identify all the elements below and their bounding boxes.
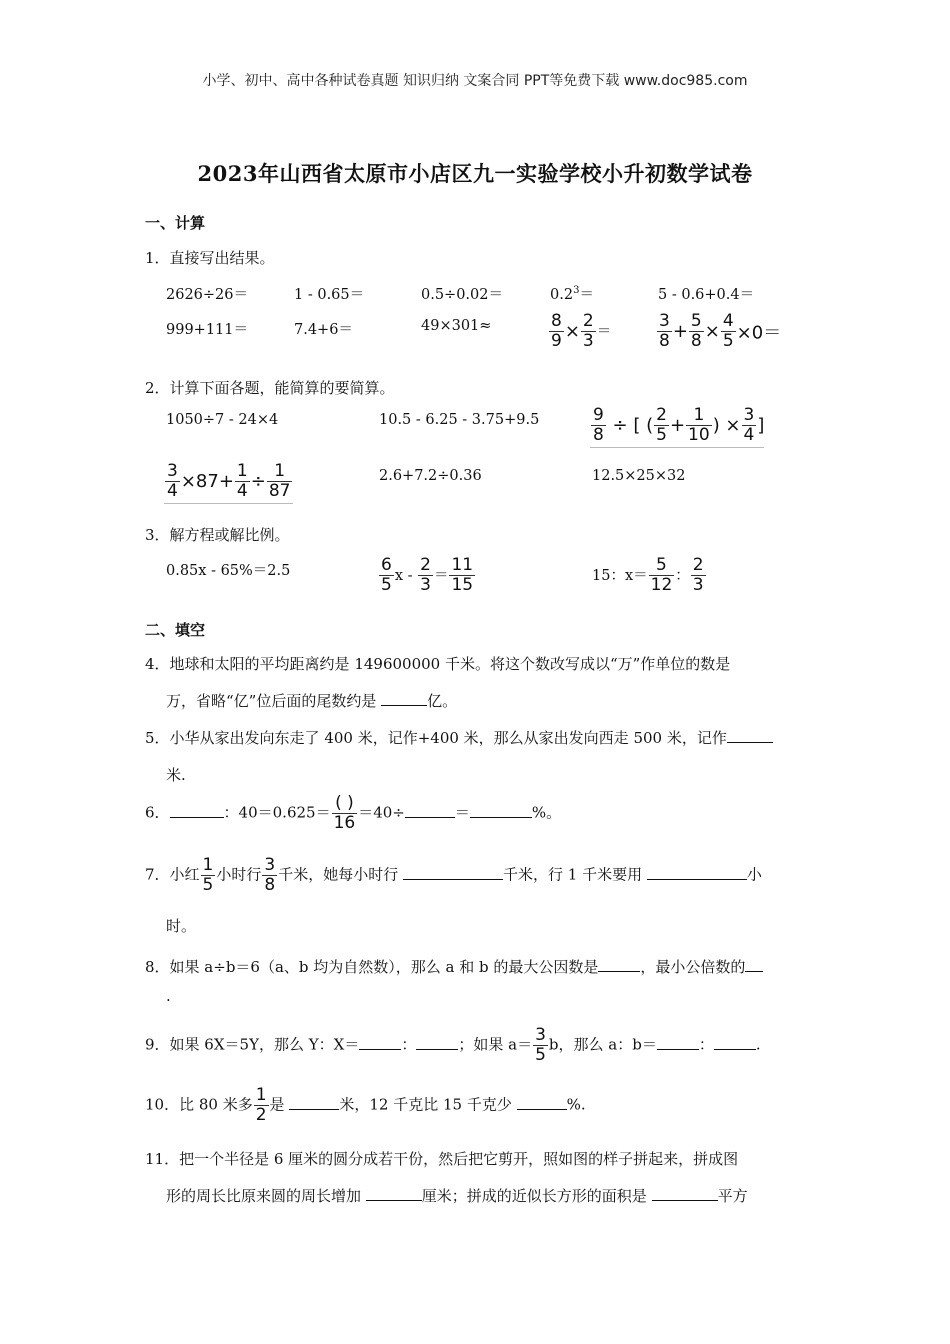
answer-blank[interactable] (517, 1095, 567, 1110)
q1-item: 7.4+6＝ (294, 322, 353, 338)
answer-blank[interactable] (657, 1035, 699, 1050)
q1-item: 999+111＝ (166, 322, 249, 338)
q2-item: 12.5×25×32 (592, 468, 686, 484)
answer-blank[interactable] (745, 957, 763, 972)
q8-line1: 8．如果 a÷b＝6（a、b 均为自然数），那么 a 和 b 的最大公因数是 ，最小公倍数的 (145, 956, 763, 977)
answer-blank[interactable] (403, 865, 503, 880)
q1-item: 0.5÷0.02＝ (421, 287, 503, 303)
answer-blank[interactable] (366, 1186, 422, 1201)
q1-exponent: 3 (573, 285, 580, 297)
fraction: $\frac{2}{3}$ (582, 311, 594, 351)
answer-blank[interactable] (416, 1035, 458, 1050)
q10: 10．比 80 米多 $\frac{1}{2}$ 是 米，12 千克比 15 千克少 %. (145, 1085, 586, 1125)
q5-line2: 米. (166, 766, 186, 784)
q2-item: 2.6+7.2÷0.36 (379, 468, 482, 484)
q1-item: 2626÷26＝ (166, 287, 249, 303)
answer-blank[interactable] (727, 728, 773, 743)
q2-fraction-expr-2: $\frac{3}{4}$ ×87+ $\frac{1}{4}$ ÷ $\frac{1}{87}$ (164, 462, 293, 504)
page-title: 2023年山西省太原市小店区九一实验学校小升初数学试卷 (197, 161, 753, 186)
q11-line1: 11．把一个半径是 6 厘米的圆分成若干份，然后把它剪开，照如图的样子拼起来，拼成图 (145, 1150, 739, 1168)
answer-blank[interactable] (647, 865, 747, 880)
answer-blank[interactable] (359, 1035, 401, 1050)
q3-fraction-equation: $\frac{6}{5}$ x - $\frac{2}{3}$ ＝ $\frac{11}{15}$ (381, 555, 474, 595)
q7-line2: 时。 (166, 917, 197, 935)
answer-blank[interactable] (598, 957, 640, 972)
q2-item: 1050÷7 - 24×4 (166, 412, 279, 428)
fraction: $\frac{5}{8}$ (690, 311, 702, 351)
q7-line1: 7．小红 $\frac{1}{5}$ 小时行 $\frac{3}{8}$ 千米，她每小时行 千米，行 1 千米要用 小 (145, 855, 762, 895)
q1-base: 0.2 (550, 287, 574, 303)
q4-line1: 4．地球和太阳的平均距离约是 149600000 千米。将这个数改写成以“万”作单位的数是 (145, 655, 731, 673)
page-header: 小学、初中、高中各种试卷真题 知识归纳 文案合同 PPT等免费下载 www.doc985.com (202, 73, 748, 89)
answer-blank[interactable] (470, 803, 532, 818)
answer-blank[interactable] (170, 803, 224, 818)
q2-fraction-expr-1: $\frac{9}{8}$ ÷ [ ( $\frac{2}{5}$ + $\frac{1}{10}$ ) × $\frac{3}{4}$ ] (590, 406, 764, 448)
answer-blank[interactable] (714, 1035, 756, 1050)
q1-item: 1 - 0.65＝ (294, 287, 365, 303)
fraction: $\frac{3}{8}$ (659, 311, 670, 351)
q1-fraction-expr-1: $\frac{8}{9}$ × $\frac{2}{3}$ ＝ (551, 311, 612, 351)
q1-item: 5 - 0.6+0.4＝ (658, 287, 755, 303)
q9: 9．如果 6X＝5Y，那么 Y：X＝ ： ；如果 a＝ $\frac{3}{5}$ b，那么 a：b＝ ： . (145, 1025, 761, 1065)
answer-blank[interactable] (381, 691, 427, 706)
q11-line2: 形的周长比原来圆的周长增加 厘米；拼成的近似长方形的面积是 平方 (166, 1187, 748, 1205)
q1-equals: ＝ (579, 287, 594, 303)
q3-label: 3．解方程或解比例。 (145, 526, 290, 544)
q1-label: 1．直接写出结果。 (145, 249, 275, 267)
fraction: $\frac{4}{5}$ (722, 311, 734, 351)
q3-item: 0.85x - 65%＝2.5 (166, 563, 291, 579)
q1-item: 49×301≈ (421, 318, 492, 334)
q2-label: 2．计算下面各题，能简算的要简算。 (145, 379, 395, 397)
q5-line1: 5．小华从家出发向东走了 400 米，记作+400 米，那么从家出发向西走 500 米，记作 (145, 727, 773, 748)
answer-blank[interactable] (652, 1186, 718, 1201)
q2-item: 10.5 - 6.25 - 3.75+9.5 (379, 412, 540, 428)
answer-blank[interactable] (289, 1095, 339, 1110)
answer-blank[interactable] (405, 803, 455, 818)
q3-proportion: 15：x＝ $\frac{5}{12}$ ： $\frac{2}{3}$ (592, 555, 704, 595)
q6: 6． ：40＝0.625＝ $\frac{( )}{16}$ ＝40÷ ＝ %。 (145, 793, 562, 833)
fraction: $\frac{8}{9}$ (551, 311, 562, 351)
section-title-fill: 二、填空 (145, 621, 206, 639)
section-title-calc: 一、计算 (145, 214, 206, 232)
q1-item-power (550, 283, 594, 304)
q8-line2: . (166, 987, 171, 1005)
q1-fraction-expr-2: $\frac{3}{8}$ + $\frac{5}{8}$ × $\frac{4}{5}$ ×0＝ (659, 311, 782, 351)
q4-line2: 万，省略“亿”位后面的尾数约是 亿。 (166, 692, 458, 710)
